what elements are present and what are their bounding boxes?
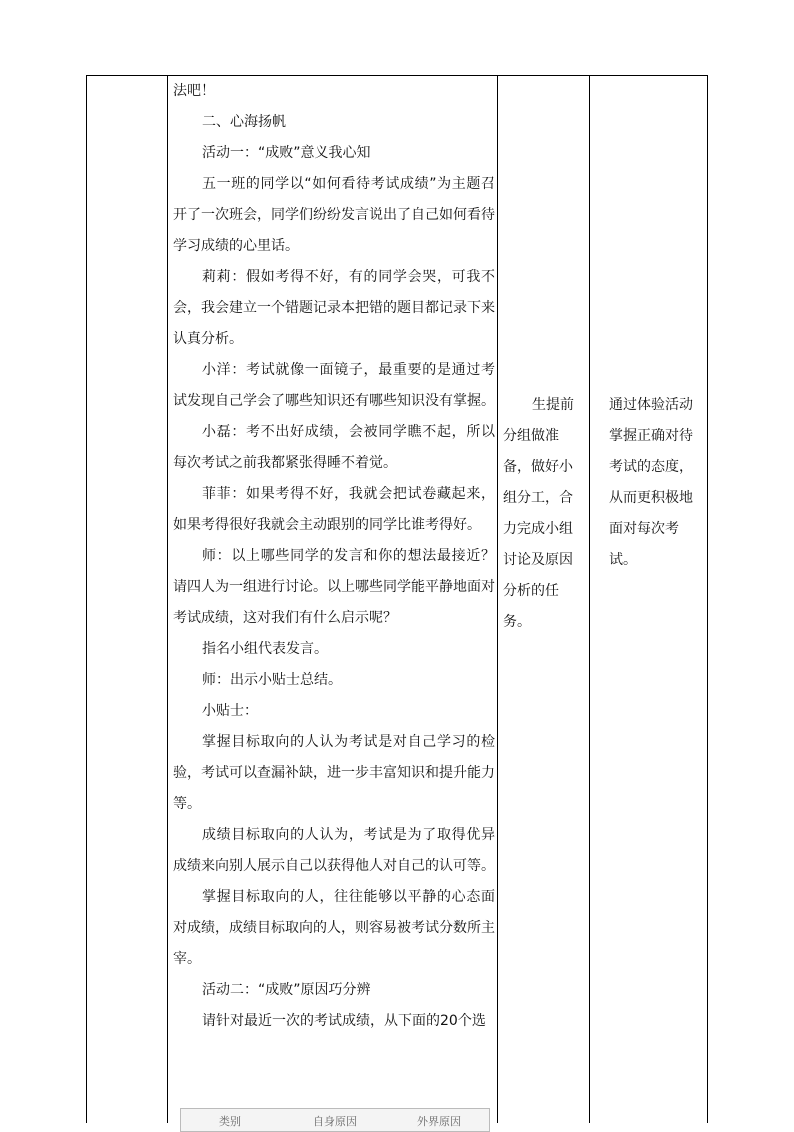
- paragraph: 师：以上哪些同学的发言和你的想法最接近？请四人为一组进行讨论。以上哪些同学能平静地面对考试成绩，这对我们有什么启示呢？: [173, 548, 495, 626]
- table-border-col1-left: [86, 75, 87, 1123]
- tips-heading: 小贴士：: [202, 703, 258, 719]
- teaching-process-cell: [173, 76, 495, 1037]
- activity-heading: 活动一：“成败”意义我心知: [202, 145, 371, 161]
- paragraph: 成绩目标取向的人认为，考试是为了取得优异成绩来向别人展示自己以获得他人对自己的认可等。: [173, 827, 495, 874]
- section-heading: 二、心海扬帆: [202, 114, 286, 130]
- table-border-col3-left: [497, 75, 498, 1123]
- design-purpose-text: 通过体验活动掌握正确对待考试的态度，从而更积极地面对每次考试。: [609, 397, 693, 568]
- activity-heading: 活动二：“成败”原因巧分辨: [202, 982, 371, 998]
- table-header-external: 外界原因: [417, 1115, 461, 1128]
- paragraph: 五一班的同学以“如何看待考试成绩”为主题召开了一次班会，同学们纷纷发言说出了自己如何看待学习成绩的心里话。: [173, 176, 495, 254]
- design-purpose-cell: [609, 390, 705, 576]
- paragraph: 师：出示小贴士总结。: [202, 672, 342, 688]
- table-border-right: [707, 75, 708, 1123]
- paragraph: 掌握目标取向的人，往往能够以平静的心态面对成绩，成绩目标取向的人，则容易被考试分数所主宰。: [173, 889, 495, 967]
- paragraph: 莉莉：假如考得不好，有的同学会哭，可我不会，我会建立一个错题记录本把错的题目都记录下来认真分析。: [173, 269, 495, 347]
- student-activity-text: 生提前分组做准备，做好小组分工，合力完成小组讨论及原因分析的任务。: [503, 397, 574, 630]
- student-activity-cell: [503, 390, 583, 638]
- table-header-internal: 自身原因: [313, 1115, 357, 1128]
- table-border-col2-left: [167, 75, 168, 1123]
- paragraph: 请针对最近一次的考试成绩，从下面的20个选: [202, 1013, 486, 1029]
- table-header-category: 类别: [219, 1115, 241, 1128]
- paragraph: 菲菲：如果考得不好，我就会把试卷藏起来，如果考得很好我就会主动跟别的同学比谁考得好。: [173, 486, 495, 533]
- paragraph: 小磊：考不出好成绩，会被同学瞧不起，所以每次考试之前我都紧张得睡不着觉。: [173, 424, 495, 471]
- paragraph: 掌握目标取向的人认为考试是对自己学习的检验，考试可以查漏补缺，进一步丰富知识和提升能力等。: [173, 734, 495, 812]
- table-border-col4-left: [589, 75, 590, 1123]
- paragraph: 指名小组代表发言。: [202, 641, 328, 657]
- paragraph: 小洋：考试就像一面镜子，最重要的是通过考试发现自己学会了哪些知识还有哪些知识没有掌握。: [173, 362, 495, 409]
- cause-category-table: [180, 1108, 490, 1132]
- text-line: 法吧！: [173, 83, 215, 99]
